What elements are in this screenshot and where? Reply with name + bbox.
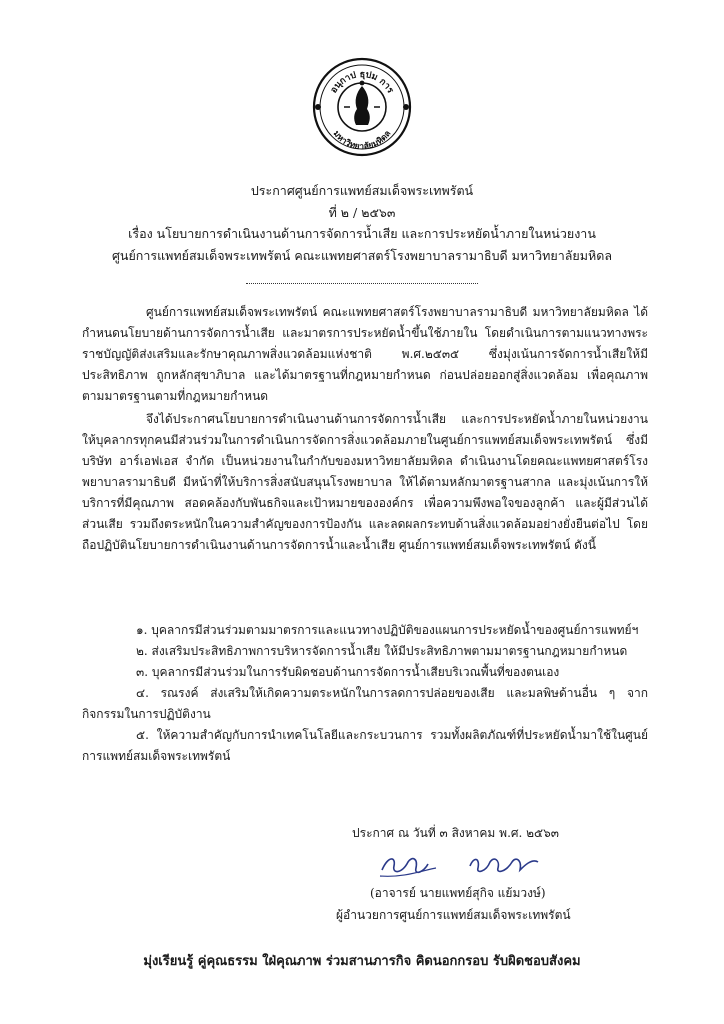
handwritten-signature: [374, 848, 554, 882]
organization-motto: มุ่งเรียนรู้ คู่คุณธรรม ใฝ่คุณภาพ ร่วมสานภารกิจ คิดนอกกรอบ รับผิดชอบสังคม: [143, 954, 581, 969]
paragraph-1: ศูนย์การแพทย์สมเด็จพระเทพรัตน์ คณะแพทยศาสตร์โรงพยาบาลรามาธิบดี มหาวิทยาลัยมหิดล ได้กำหนดนโยบายด้านการจัดการน้ำเสีย และมาตรการประหยัดน้ำขึ้นใช้ภายใน โดยดำเนินการตามแนวทางพระราชบัญญัติส่งเสริมและรักษาคุณภาพสิ่งแวดล้อมแห่งชาติ พ.ศ.๒๕๓๕ ซึ่งมุ่งเน้นการจัดการน้ำเสียให้มีประสิทธิภาพ ถูกหลักสุขาภิบาล และได้มาตรฐานที่กฎหมายกำหนด ก่อนปล่อยออกสู่สิ่งแวดล้อม เพื่อคุณภาพตามมาตรฐานตามที่กฎหมายกำหนด: [82, 305, 648, 403]
paragraph-intro: [82, 302, 648, 407]
policy-item-5: ๕. ให้ความสำคัญกับการนำเทคโนโลยีและกระบวนการ รวมทั้งผลิตภัณฑ์ที่ประหยัดน้ำมาใช้ในศูนย์การแพทย์สมเด็จพระเทพรัตน์: [82, 728, 648, 763]
announcement-number: ที่ ๒ / ๒๕๖๓: [328, 205, 396, 220]
announcement-organization: ศูนย์การแพทย์สมเด็จพระเทพรัตน์ คณะแพทยศาสตร์โรงพยาบาลรามาธิบดี มหาวิทยาลัยมหิดล: [112, 248, 612, 263]
policy-item-1: ๑. บุคลากรมีส่วนร่วมตามมาตรการและแนวทางปฏิบัติของแผนการประหยัดน้ำของศูนย์การแพทย์ฯ: [136, 623, 639, 637]
announcement-heading: ประกาศศูนย์การแพทย์สมเด็จพระเทพรัตน์: [250, 183, 474, 198]
policy-item-2: ๒. ส่งเสริมประสิทธิภาพการบริหารจัดการน้ำเสีย ให้มีประสิทธิภาพตามมาตรฐานกฎหมายกำหนด: [136, 644, 628, 658]
seal-icon: [310, 55, 414, 159]
policy-list: [82, 620, 648, 767]
signatory-name: (อาจารย์ นายแพทย์สุกิจ แย้มวงษ์): [370, 886, 546, 900]
signatory-title: ผู้อำนวยการศูนย์การแพทย์สมเด็จพระเทพรัตน์: [336, 908, 571, 922]
seal-bottom-text: มหาวิทยาลัยมหิดล: [330, 129, 394, 153]
paragraph-policy: [82, 409, 648, 556]
announcement-date: ประกาศ ณ วันที่ ๓ สิงหาคม พ.ศ. ๒๕๖๓: [352, 826, 559, 840]
paragraph-2: จึงได้ประกาศนโยบายการดำเนินงานด้านการจัดการน้ำเสีย และการประหยัดน้ำภายในหน่วยงาน ให้บุคลากรทุกคนมีส่วนร่วมในการดำเนินการจัดการสิ่งแวดล้อมภายในศูนย์การแพทย์สมเด็จพระเทพรัตน์ ซึ่งมีบริษัท อาร์เอฟเอส จำกัด เป็นหน่วยงานในกำกับของมหาวิทยาลัยมหิดล ดำเนินงานโดยคณะแพทยศาสตร์โรงพยาบาลรามาธิบดี มีหน้าที่ให้บริการสิ่งสนับสนุนโรงพยาบาล ให้ได้ตามหลักมาตรฐานสากล และมุ่งเน้นการให้บริการที่มีคุณภาพ สอดคล้องกับพันธกิจและเป้าหมายขององค์กร เพื่อความพึงพอใจของลูกค้า และผู้มีส่วนได้ส่วนเสีย รวมถึงตระหนักในความสำคัญของการป้องกัน และลดผลกระทบด้านสิ่งแวดล้อมอย่างยั่งยืนต่อไป โดยถือปฏิบัตินโยบายการดำเนินงานด้านการจัดการน้ำและน้ำเสีย ศูนย์การแพทย์สมเด็จพระเทพรัตน์ ดังนี้: [82, 412, 648, 552]
policy-item-3: ๓. บุคลากรมีส่วนร่วมในการรับผิดชอบด้านการจัดการน้ำเสียบริเวณพื้นที่ของตนเอง: [136, 665, 560, 679]
heading-divider: [246, 283, 478, 284]
policy-item-4: ๔. รณรงค์ ส่งเสริมให้เกิดความตระหนักในการลดการปล่อยของเสีย และมลพิษด้านอื่น ๆ จากกิจกรรมในการปฏิบัติงาน: [82, 686, 648, 721]
mahidol-university-seal: [310, 55, 414, 159]
seal-top-text: อนุกาป ธุปม การ: [329, 69, 395, 96]
announcement-subject: เรื่อง นโยบายการดำเนินงานด้านการจัดการน้ำเสีย และการประหยัดน้ำภายในหน่วยงาน: [128, 226, 596, 241]
